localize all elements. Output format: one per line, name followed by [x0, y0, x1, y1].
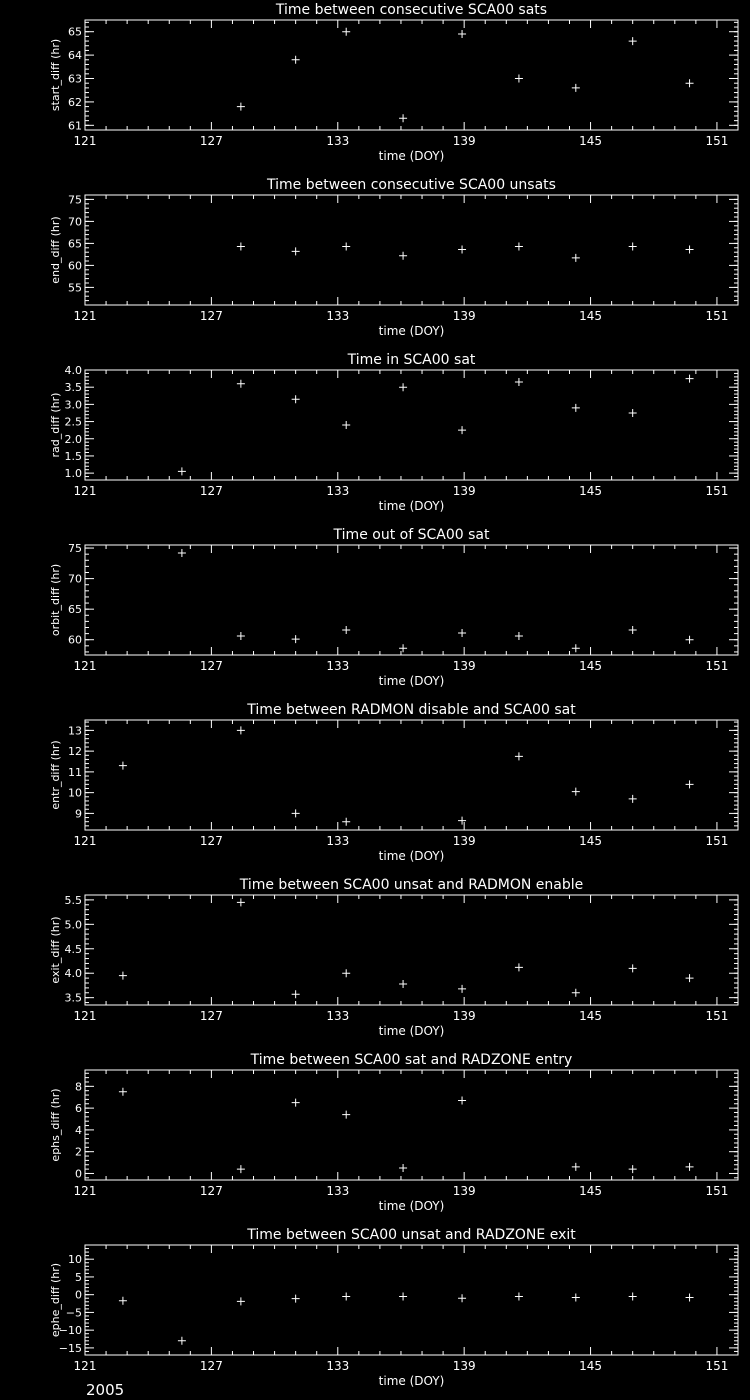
x-tick-label: 139	[452, 134, 476, 148]
y-tick-label: −10	[58, 1324, 82, 1338]
data-point	[292, 247, 300, 255]
y-tick-label: 4.5	[64, 942, 82, 956]
data-point	[342, 242, 350, 250]
x-tick-label: 145	[579, 1359, 603, 1373]
y-tick-label: 75	[68, 193, 82, 207]
x-tick-label: 133	[326, 659, 350, 673]
data-point	[515, 632, 523, 640]
y-tick-label: 3.5	[64, 991, 82, 1005]
data-point	[178, 1337, 186, 1345]
data-point	[686, 79, 694, 87]
y-tick-label: 10	[68, 1253, 82, 1267]
data-point	[629, 242, 637, 250]
x-tick-label: 133	[326, 834, 350, 848]
data-point	[515, 242, 523, 250]
data-point	[629, 1292, 637, 1300]
chart-panel-6	[49, 877, 738, 1038]
data-point	[458, 246, 466, 254]
x-tick-label: 151	[705, 1009, 729, 1023]
x-tick-label: 127	[199, 134, 223, 148]
data-point	[237, 1165, 245, 1173]
chart-panel-3	[49, 352, 738, 513]
plot-frame	[85, 1245, 738, 1355]
x-tick-label: 145	[579, 134, 603, 148]
x-tick-label: 133	[326, 309, 350, 323]
y-tick-label: 6	[75, 1102, 82, 1116]
x-tick-label: 145	[579, 1009, 603, 1023]
y-tick-label: 1.0	[64, 467, 82, 481]
x-tick-label: 121	[73, 659, 97, 673]
x-tick-label: 151	[705, 1359, 729, 1373]
y-tick-label: 65	[68, 25, 82, 39]
chart-title: Time out of SCA00 sat	[333, 527, 490, 543]
y-tick-label: 5	[75, 1270, 82, 1284]
chart-title: Time between consecutive SCA00 sats	[275, 2, 548, 18]
y-tick-label: 3.0	[64, 398, 82, 412]
x-axis-label: time (DOY)	[378, 1199, 445, 1213]
chart-panel-4	[49, 527, 738, 688]
data-point	[399, 1292, 407, 1300]
x-tick-label: 139	[452, 834, 476, 848]
plot-frame	[85, 545, 738, 655]
data-point	[515, 752, 523, 760]
data-point	[572, 254, 580, 262]
x-tick-label: 133	[326, 134, 350, 148]
y-tick-label: 4.0	[64, 364, 82, 377]
data-point	[515, 1292, 523, 1300]
x-axis-label: time (DOY)	[378, 149, 445, 163]
data-point	[292, 990, 300, 998]
x-tick-label: 127	[199, 1359, 223, 1373]
data-point	[686, 246, 694, 254]
y-tick-label: 4	[75, 1123, 82, 1137]
data-point	[458, 629, 466, 637]
data-point	[629, 37, 637, 45]
y-tick-label: 60	[68, 633, 82, 647]
y-axis-label: rad_diff (hr)	[49, 392, 62, 458]
x-tick-label: 139	[452, 484, 476, 498]
x-tick-label: 139	[452, 1184, 476, 1198]
data-point	[399, 114, 407, 122]
data-point	[629, 626, 637, 634]
data-point	[686, 780, 694, 788]
x-tick-label: 133	[326, 1184, 350, 1198]
data-point	[515, 963, 523, 971]
data-point	[515, 378, 523, 386]
chart-title: Time between SCA00 unsat and RADMON enable	[239, 877, 584, 893]
data-point	[292, 395, 300, 403]
chart-panel-5	[49, 702, 738, 863]
y-axis-label: orbit_diff (hr)	[49, 563, 62, 637]
data-point	[119, 1088, 127, 1096]
chart-panel-7	[49, 1052, 738, 1213]
x-axis-label: time (DOY)	[378, 324, 445, 338]
x-tick-label: 121	[73, 484, 97, 498]
x-tick-label: 121	[73, 134, 97, 148]
y-tick-label: 60	[68, 259, 82, 273]
x-tick-label: 127	[199, 659, 223, 673]
data-point	[399, 980, 407, 988]
y-tick-label: 2.5	[64, 415, 82, 429]
x-axis-label: time (DOY)	[378, 1374, 445, 1388]
y-tick-label: 75	[68, 542, 82, 556]
y-tick-label: 3.5	[64, 381, 82, 395]
y-tick-label: 0	[75, 1167, 82, 1181]
y-tick-label: 12	[68, 745, 82, 759]
y-axis-label: start_diff (hr)	[49, 38, 62, 112]
y-tick-label: 4.0	[64, 967, 82, 981]
x-tick-label: 133	[326, 484, 350, 498]
data-point	[458, 1096, 466, 1104]
y-tick-label: 2.0	[64, 432, 82, 446]
y-tick-label: 11	[68, 765, 82, 779]
data-point	[458, 426, 466, 434]
data-point	[686, 1294, 694, 1302]
data-point	[342, 626, 350, 634]
data-point	[572, 404, 580, 412]
y-tick-label: 63	[68, 72, 82, 86]
data-point	[237, 726, 245, 734]
x-tick-label: 139	[452, 1009, 476, 1023]
data-point	[342, 1292, 350, 1300]
data-point	[237, 242, 245, 250]
y-tick-label: 8	[75, 1080, 82, 1094]
data-point	[342, 818, 350, 826]
chart-title: Time between SCA00 unsat and RADZONE exit	[247, 1227, 576, 1243]
data-point	[629, 964, 637, 972]
x-tick-label: 145	[579, 309, 603, 323]
data-point	[237, 898, 245, 906]
x-tick-label: 151	[705, 484, 729, 498]
x-axis-label: time (DOY)	[378, 674, 445, 688]
y-tick-label: 1.5	[64, 449, 82, 463]
x-tick-label: 145	[579, 484, 603, 498]
data-point	[399, 644, 407, 652]
data-point	[342, 421, 350, 429]
y-tick-label: 9	[75, 807, 82, 821]
y-axis-label: entr_diff (hr)	[49, 740, 62, 810]
x-tick-label: 145	[579, 1184, 603, 1198]
data-point	[458, 985, 466, 993]
data-point	[399, 252, 407, 260]
y-axis-label: ephs_diff (hr)	[49, 1088, 62, 1162]
chart-title: Time in SCA00 sat	[347, 352, 476, 368]
data-point	[292, 809, 300, 817]
x-tick-label: 151	[705, 309, 729, 323]
x-tick-label: 127	[199, 834, 223, 848]
data-point	[237, 380, 245, 388]
data-point	[458, 817, 466, 825]
y-tick-label: 61	[68, 119, 82, 133]
plot-frame	[85, 195, 738, 305]
x-axis-label: time (DOY)	[378, 1024, 445, 1038]
y-tick-label: 2	[75, 1145, 82, 1159]
y-tick-label: 64	[68, 49, 82, 63]
y-axis-label: end_diff (hr)	[49, 216, 62, 284]
chart-panel-1	[49, 2, 738, 163]
x-tick-label: 145	[579, 659, 603, 673]
y-axis-label: exit_diff (hr)	[49, 916, 62, 984]
x-tick-label: 127	[199, 1009, 223, 1023]
data-point	[342, 1111, 350, 1119]
data-point	[399, 383, 407, 391]
plot-frame	[85, 720, 738, 830]
data-point	[572, 1163, 580, 1171]
data-point	[572, 1294, 580, 1302]
x-tick-label: 151	[705, 834, 729, 848]
x-tick-label: 121	[73, 834, 97, 848]
data-point	[629, 1165, 637, 1173]
data-point	[572, 84, 580, 92]
data-point	[342, 969, 350, 977]
x-axis-label: time (DOY)	[378, 499, 445, 513]
data-point	[686, 1163, 694, 1171]
x-tick-label: 127	[199, 484, 223, 498]
plot-frame	[85, 370, 738, 480]
year-label: 2005	[86, 1381, 125, 1399]
chart-panel-8	[49, 1227, 738, 1388]
y-axis-label: ephe_diff (hr)	[49, 1262, 62, 1338]
x-axis-label: time (DOY)	[378, 849, 445, 863]
data-point	[292, 635, 300, 643]
x-tick-label: 145	[579, 834, 603, 848]
data-point	[399, 1164, 407, 1172]
y-tick-label: 5.0	[64, 918, 82, 932]
x-tick-label: 139	[452, 1359, 476, 1373]
data-point	[119, 762, 127, 770]
chart-title: Time between RADMON disable and SCA00 sat	[247, 702, 576, 718]
plot-frame	[85, 895, 738, 1005]
y-tick-label: −15	[58, 1341, 82, 1355]
data-point	[342, 28, 350, 36]
data-point	[629, 409, 637, 417]
data-point	[686, 636, 694, 644]
data-point	[686, 375, 694, 383]
y-tick-label: 55	[68, 281, 82, 295]
plot-frame	[85, 1070, 738, 1180]
y-tick-label: 65	[68, 237, 82, 251]
data-point	[572, 989, 580, 997]
y-tick-label: 10	[68, 786, 82, 800]
x-tick-label: 151	[705, 134, 729, 148]
data-point	[572, 644, 580, 652]
data-point	[292, 56, 300, 64]
x-tick-label: 139	[452, 659, 476, 673]
y-tick-label: 0	[75, 1288, 82, 1302]
y-tick-label: 62	[68, 95, 82, 109]
data-point	[629, 795, 637, 803]
chart-panel-2	[49, 177, 738, 338]
x-tick-label: 151	[705, 1184, 729, 1198]
data-point	[686, 974, 694, 982]
data-point	[119, 972, 127, 980]
x-tick-label: 121	[73, 1359, 97, 1373]
data-point	[237, 1297, 245, 1305]
x-tick-label: 133	[326, 1009, 350, 1023]
data-point	[458, 1294, 466, 1302]
y-tick-label: 70	[68, 572, 82, 586]
x-tick-label: 121	[73, 1009, 97, 1023]
x-tick-label: 139	[452, 309, 476, 323]
y-tick-label: 13	[68, 724, 82, 738]
data-point	[292, 1099, 300, 1107]
x-tick-label: 127	[199, 309, 223, 323]
y-tick-label: 65	[68, 603, 82, 617]
plot-frame	[85, 20, 738, 130]
data-point	[237, 103, 245, 111]
data-point	[237, 632, 245, 640]
data-point	[458, 30, 466, 38]
data-point	[572, 788, 580, 796]
x-tick-label: 121	[73, 1184, 97, 1198]
chart-title: Time between SCA00 sat and RADZONE entry	[250, 1052, 573, 1068]
x-tick-label: 121	[73, 309, 97, 323]
y-tick-label: −5	[65, 1306, 82, 1320]
x-tick-label: 127	[199, 1184, 223, 1198]
y-tick-label: 70	[68, 215, 82, 229]
data-point	[292, 1295, 300, 1303]
chart-title: Time between consecutive SCA00 unsats	[267, 177, 556, 193]
x-tick-label: 133	[326, 1359, 350, 1373]
x-tick-label: 151	[705, 659, 729, 673]
data-point	[515, 75, 523, 83]
data-point	[119, 1297, 127, 1305]
data-point	[178, 549, 186, 557]
data-point	[178, 467, 186, 475]
y-tick-label: 5.5	[64, 893, 82, 907]
